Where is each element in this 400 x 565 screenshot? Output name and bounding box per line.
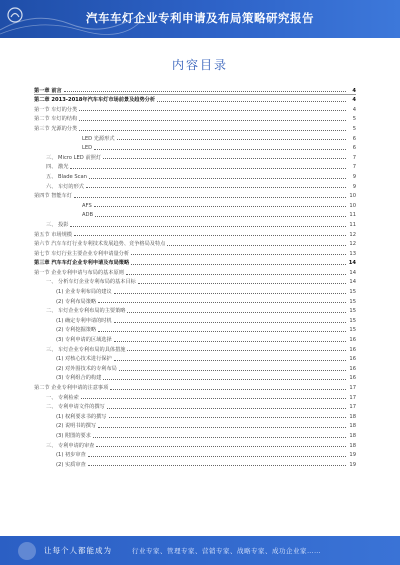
toc-entry[interactable]: [34, 295, 356, 305]
toc-entry[interactable]: [34, 285, 356, 295]
toc-entry-label: (1) 确定专利申请的时机: [56, 317, 112, 324]
toc-entry-label: 四、 激光: [46, 164, 69, 171]
toc-entry[interactable]: [34, 228, 356, 238]
toc-entry-page: 5: [346, 116, 356, 122]
dot-leader: [110, 389, 346, 390]
toc-entry[interactable]: [34, 439, 356, 449]
toc-entry-page: 7: [346, 164, 356, 170]
footer-tagline: 行业专家、管理专家、营销专家、战略专家、成功企业家……: [132, 547, 321, 555]
toc-entry-label: AFS: [82, 202, 92, 209]
toc-entry-label: 第二章 2013-2018年汽车车灯市场前景及趋势分析: [34, 97, 156, 104]
toc-entry-page: 17: [346, 404, 356, 410]
toc-entry[interactable]: [34, 324, 356, 334]
toc-entry[interactable]: [34, 94, 356, 104]
toc-entry-page: 4: [346, 97, 356, 103]
toc-entry[interactable]: [34, 458, 356, 468]
toc-entry-label: (2) 说明书的撰写: [56, 423, 97, 430]
toc-entry-page: 14: [346, 270, 356, 276]
toc-entry-label: 一、 分析车灯企业专利布局的基本目标: [46, 279, 136, 286]
toc-entry[interactable]: [34, 381, 356, 391]
toc-entry-label: (1) 企业专利布局的建议: [56, 289, 112, 296]
dot-leader: [107, 408, 346, 409]
toc-entry-label: (3) 专利组合的构建: [56, 375, 102, 382]
page-header: [0, 0, 400, 38]
toc-entry-label: 第五节 市场规模: [34, 231, 72, 238]
toc-entry-label: (1) 对核心技术进行保护: [56, 356, 112, 363]
toc-entry-page: 15: [346, 327, 356, 333]
dot-leader: [131, 254, 346, 255]
dot-leader: [126, 274, 346, 275]
toc-entry[interactable]: [34, 276, 356, 286]
dot-leader: [94, 149, 346, 150]
dot-leader: [114, 360, 346, 361]
toc-entry[interactable]: [34, 84, 356, 94]
dot-leader: [98, 331, 346, 332]
dot-leader: [93, 437, 346, 438]
toc-entry-label: 第七节 车灯行业主要企业专利申请量分析: [34, 250, 130, 257]
toc-entry-label: 三、 投影: [46, 221, 69, 228]
toc-entry-label: LED: [82, 145, 93, 152]
toc-entry-label: 第二节 企业专利申请的注意事项: [34, 385, 109, 391]
footer-logo-icon: [18, 542, 36, 560]
toc-entry[interactable]: [34, 132, 356, 142]
dot-leader: [117, 139, 346, 140]
dot-leader: [86, 187, 346, 188]
toc-entry-label: (3) 专利申请的区域选择: [56, 337, 112, 344]
toc-entry-label: 三、 车灯企业专利布局的具体措施: [46, 346, 126, 353]
toc-entry[interactable]: [34, 429, 356, 439]
toc-entry[interactable]: [34, 180, 356, 190]
dot-leader: [114, 322, 346, 323]
toc-entry[interactable]: [34, 372, 356, 382]
toc-entry[interactable]: [34, 314, 356, 324]
toc-entry[interactable]: [34, 353, 356, 363]
dot-leader: [114, 293, 346, 294]
toc-entry-page: 14: [346, 279, 356, 285]
toc-entry-label: 第三章 汽车车灯企业专利申请及布局策略: [34, 260, 130, 267]
toc-entry-page: 4: [346, 88, 356, 94]
dot-leader: [79, 110, 346, 111]
toc-entry-label: 二、 车灯企业专利布局的主要策略: [46, 308, 126, 315]
dot-leader: [79, 120, 346, 121]
dot-leader: [74, 235, 346, 236]
toc-entry-page: 18: [346, 443, 356, 449]
toc-entry[interactable]: [34, 343, 356, 353]
dot-leader: [79, 130, 346, 131]
toc-entry-label: 三、 Micro LED 前照灯: [46, 154, 102, 161]
report-title: 汽车车灯企业专利申请及布局策略研究报告: [86, 11, 314, 25]
toc-entry-label: (2) 专利布局策略: [56, 298, 97, 305]
toc-entry-label: 五、 Blade Scan: [46, 173, 87, 180]
toc-entry-page: 19: [346, 452, 356, 458]
toc-entry-page: 9: [346, 184, 356, 190]
toc-entry-page: 12: [346, 232, 356, 238]
toc-entry-page: 16: [346, 366, 356, 372]
dot-leader: [64, 91, 346, 92]
toc-entry-page: 18: [346, 423, 356, 429]
toc-entry-label: (3) 附图的要求: [56, 432, 91, 439]
toc-entry[interactable]: [34, 305, 356, 315]
toc-entry[interactable]: [34, 247, 356, 257]
dot-leader: [95, 216, 346, 217]
toc-entry-page: 10: [346, 193, 356, 199]
dot-leader: [103, 158, 346, 159]
toc-entry-label: (2) 实质审查: [56, 461, 86, 468]
toc-entry[interactable]: [34, 209, 356, 219]
dot-leader: [88, 456, 346, 457]
toc-entry-page: 15: [346, 289, 356, 295]
toc-entry[interactable]: [34, 449, 356, 459]
footer-slogan: 让每个人都能成为: [44, 546, 112, 555]
toc-entry[interactable]: [34, 391, 356, 401]
toc-entry-page: 9: [346, 174, 356, 180]
toc-entry-label: 第一节 车灯的分类: [34, 106, 78, 113]
toc-entry-page: 11: [346, 212, 356, 218]
toc-entry-page: 11: [346, 222, 356, 228]
toc-entry[interactable]: [34, 238, 356, 248]
toc-entry-label: 第一节 企业专利申请与布局的基本原则: [34, 269, 124, 276]
toc-entry[interactable]: [34, 170, 356, 180]
toc-entry-page: 12: [346, 241, 356, 247]
toc-entry-label: LED 光源形式: [82, 135, 115, 142]
toc-entry-label: (1) 权利要求书的撰写: [56, 413, 107, 420]
toc-entry-label: 第一章 前言: [34, 87, 62, 94]
toc-entry-label: ADB: [82, 212, 94, 219]
dot-leader: [98, 427, 346, 428]
toc-entry[interactable]: [34, 113, 356, 123]
dot-leader: [70, 226, 346, 227]
dot-leader: [167, 245, 346, 246]
toc-entry[interactable]: [34, 266, 356, 276]
dot-leader: [94, 206, 346, 207]
toc-entry-page: 6: [346, 145, 356, 151]
toc-entry[interactable]: [34, 161, 356, 171]
toc-entry-page: 10: [346, 203, 356, 209]
toc-entry-label: 一、 专利检索: [46, 394, 79, 401]
table-of-contents: [34, 84, 356, 468]
toc-entry-page: 18: [346, 433, 356, 439]
toc-entry-page: 6: [346, 136, 356, 142]
toc-entry[interactable]: [34, 151, 356, 161]
toc-entry-page: 16: [346, 347, 356, 353]
toc-entry-page: 15: [346, 308, 356, 314]
toc-entry-page: 15: [346, 299, 356, 305]
dot-leader: [70, 168, 346, 169]
toc-entry-label: 第二节 车灯的结构: [34, 116, 78, 123]
toc-entry[interactable]: [34, 122, 356, 132]
toc-entry-label: (2) 对外围技术的专利布局: [56, 365, 117, 372]
toc-entry-page: 19: [346, 462, 356, 468]
toc-entry-page: 16: [346, 375, 356, 381]
dot-leader: [114, 341, 346, 342]
dot-leader: [109, 417, 347, 418]
toc-entry[interactable]: [34, 333, 356, 343]
toc-entry[interactable]: [34, 362, 356, 372]
dot-leader: [127, 350, 346, 351]
toc-entry[interactable]: [34, 218, 356, 228]
toc-entry-page: 15: [346, 318, 356, 324]
dot-leader: [74, 197, 346, 198]
toc-entry[interactable]: [34, 142, 356, 152]
toc-entry-page: 17: [346, 385, 356, 391]
toc-entry-page: 13: [346, 251, 356, 257]
toc-entry-page: 16: [346, 356, 356, 362]
toc-entry-label: (2) 专利挖掘策略: [56, 327, 97, 334]
dot-leader: [138, 283, 346, 284]
toc-entry-page: 14: [346, 260, 356, 266]
toc-entry-label: 第四节 智能车灯: [34, 193, 72, 200]
toc-entry-page: 4: [346, 107, 356, 113]
toc-heading: 内容目录: [171, 58, 228, 72]
toc-entry-page: 16: [346, 337, 356, 343]
dot-leader: [88, 465, 346, 466]
toc-entry-label: 二、 专利申请文件的撰写: [46, 404, 105, 411]
toc-entry[interactable]: [34, 257, 356, 267]
toc-entry[interactable]: [34, 190, 356, 200]
toc-entry[interactable]: [34, 401, 356, 411]
page-footer: [0, 536, 400, 565]
dot-leader: [119, 370, 346, 371]
toc-entry-page: 5: [346, 126, 356, 132]
dot-leader: [127, 312, 346, 313]
toc-entry-page: 7: [346, 155, 356, 161]
toc-entry-label: 六、 车灯的形式: [46, 183, 84, 190]
toc-entry[interactable]: [34, 103, 356, 113]
dot-leader: [96, 446, 346, 447]
toc-entry-page: 18: [346, 414, 356, 420]
toc-entry-page: 17: [346, 395, 356, 401]
toc-entry-label: 三、 专利申请的审查: [46, 442, 95, 449]
toc-entry-label: 第三节 光源的分类: [34, 125, 78, 132]
dot-leader: [81, 398, 346, 399]
dot-leader: [98, 302, 346, 303]
dot-leader: [103, 379, 346, 380]
toc-entry[interactable]: [34, 199, 356, 209]
toc-entry-label: (1) 初步审查: [56, 452, 86, 459]
dot-leader: [131, 264, 346, 265]
dot-leader: [89, 178, 346, 179]
dot-leader: [157, 101, 346, 102]
toc-entry[interactable]: [34, 410, 356, 420]
toc-entry-label: 第六节 汽车车灯行业专利技术发展趋势、竞争格局及特点: [34, 241, 166, 248]
toc-entry[interactable]: [34, 420, 356, 430]
